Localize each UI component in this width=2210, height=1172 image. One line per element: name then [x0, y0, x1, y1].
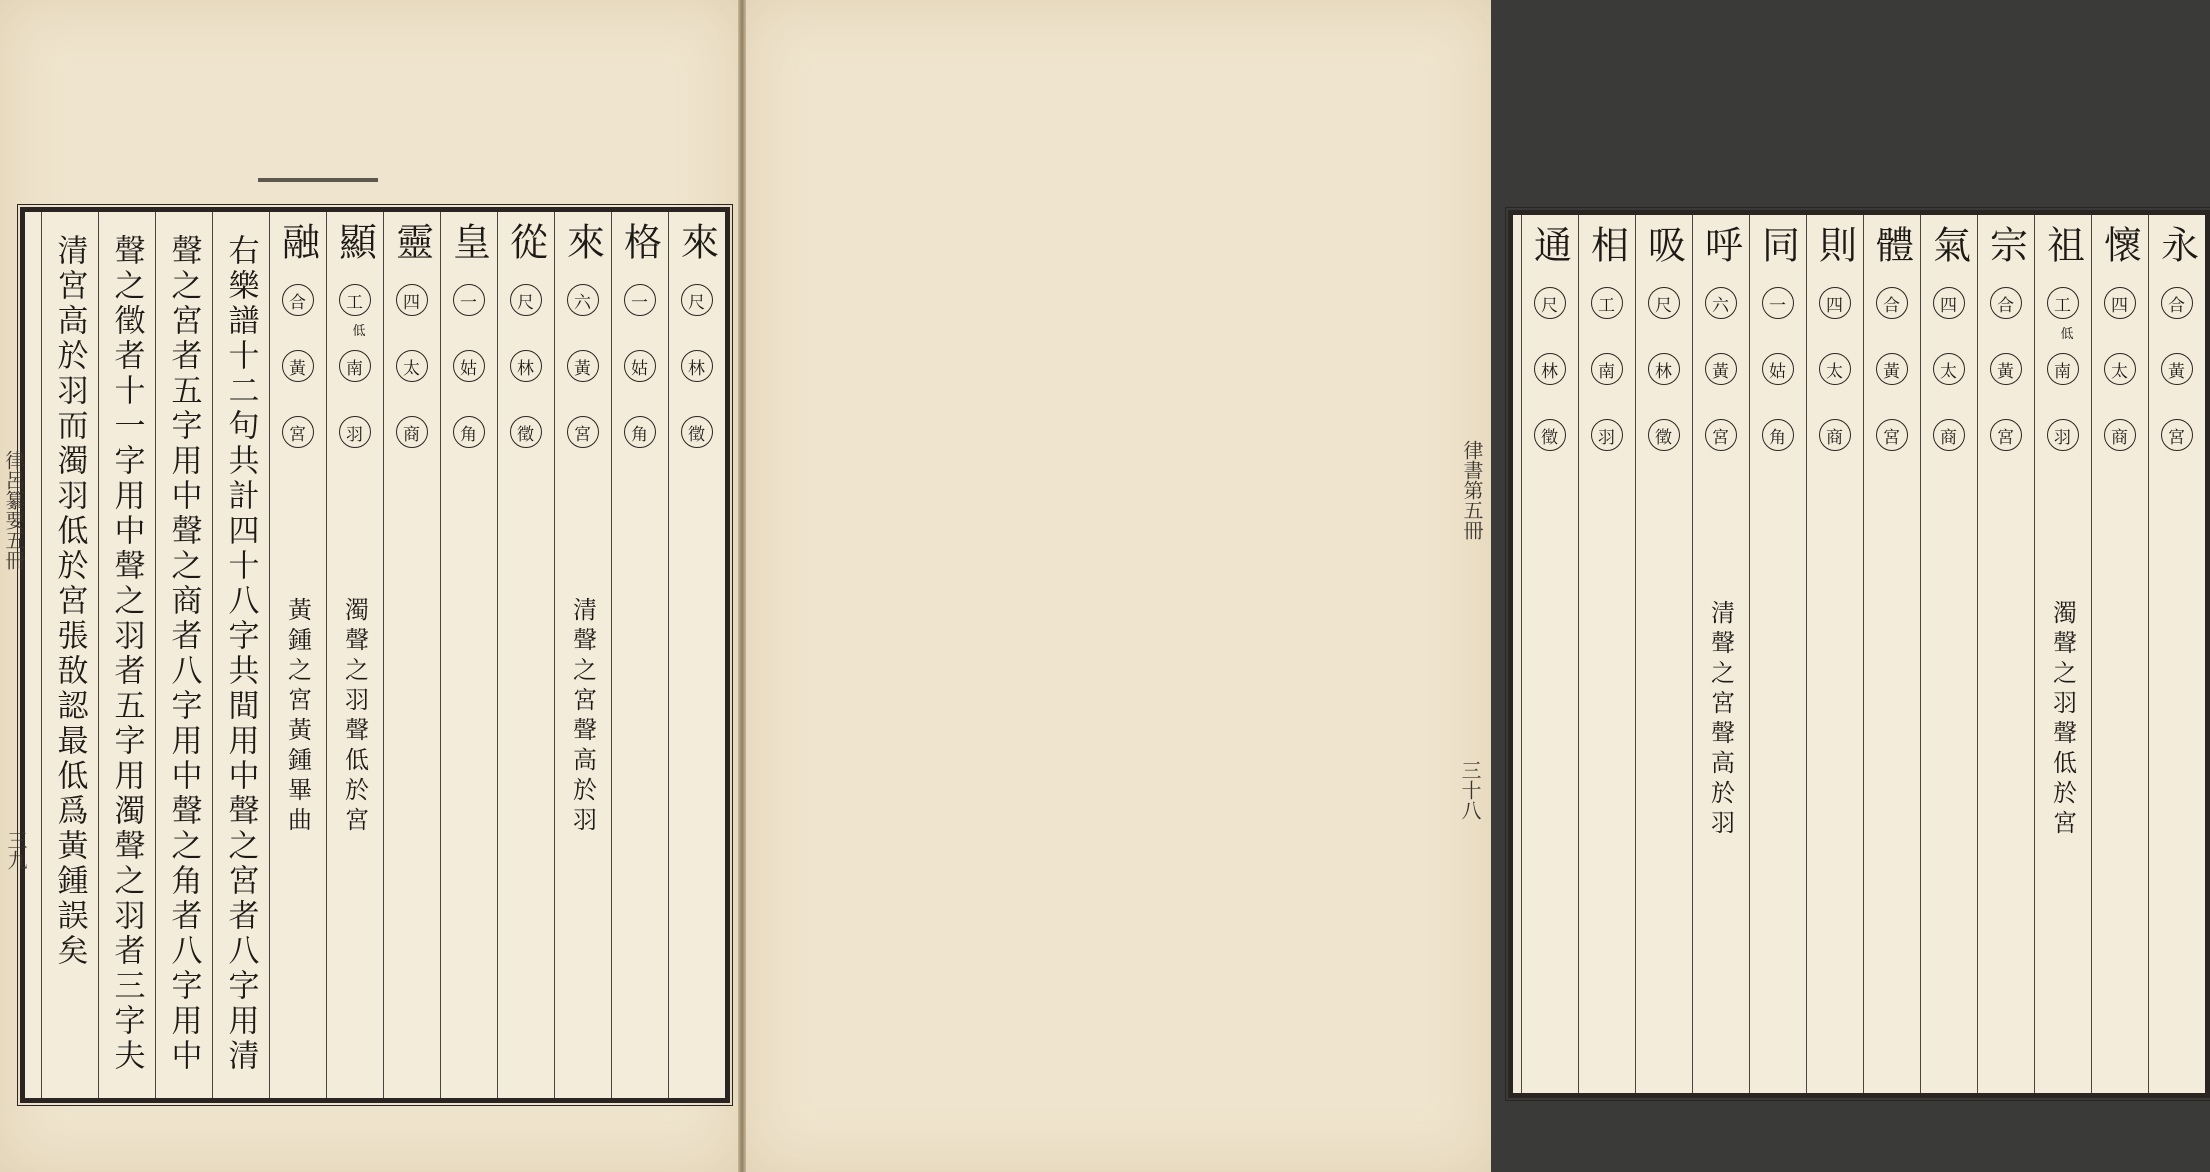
note-circle: 合 — [1990, 287, 2022, 319]
note-circle: 宮 — [282, 416, 314, 448]
lyric-character: 皇 — [446, 222, 491, 272]
note-circle: 四 — [1933, 287, 1965, 319]
right-page — [746, 0, 2199, 1172]
lyric-character: 氣 — [1926, 225, 1971, 275]
note-circle: 角 — [624, 416, 656, 448]
lyric-character: 來 — [560, 222, 605, 272]
note-circle: 宮 — [1990, 419, 2022, 451]
note-circle: 四 — [1819, 287, 1851, 319]
column-divider — [326, 212, 327, 1098]
note-circle: 太 — [1933, 353, 1965, 385]
column-divider — [1749, 215, 1750, 1093]
note-circle: 商 — [396, 416, 428, 448]
note-circle: 六 — [1705, 287, 1737, 319]
note-circle: 南 — [1591, 353, 1623, 385]
note-circle: 宮 — [1876, 419, 1908, 451]
note-circle: 合 — [2161, 287, 2193, 319]
note-circle: 林 — [681, 350, 713, 382]
lyric-character: 相 — [1584, 225, 1629, 275]
note-circle: 太 — [1819, 353, 1851, 385]
column-divider — [554, 212, 555, 1098]
lyric-character: 則 — [1812, 225, 1857, 275]
column-divider — [212, 212, 213, 1098]
note-circle: 角 — [1762, 419, 1794, 451]
note-circle: 姑 — [1762, 353, 1794, 385]
note-circle: 羽 — [1591, 419, 1623, 451]
annotation-note: 濁聲之羽聲低於宮 — [340, 597, 369, 837]
note-circle: 商 — [1933, 419, 1965, 451]
note-circle: 黃 — [1876, 353, 1908, 385]
note-circle: 太 — [396, 350, 428, 382]
note-circle: 工 — [2047, 287, 2079, 319]
column-divider — [1521, 215, 1522, 1093]
note-circle: 四 — [2104, 287, 2136, 319]
note-circle: 太 — [2104, 353, 2136, 385]
lyric-character: 呼 — [1698, 225, 1743, 275]
note-circle: 徵 — [1648, 419, 1680, 451]
note-circle: 林 — [510, 350, 542, 382]
ink-smudge — [258, 178, 378, 182]
pitch-mark: 低 — [352, 324, 366, 339]
column-divider — [2091, 215, 2092, 1093]
commentary-line: 聲之徵者十一字用中聲之羽者五字用濁聲之羽者三字夫 — [108, 234, 145, 1074]
note-circle: 商 — [2104, 419, 2136, 451]
commentary-line: 聲之宮者五字用中聲之商者八字用中聲之角者八字用中 — [165, 234, 202, 1074]
note-circle: 羽 — [339, 416, 371, 448]
commentary-line: 清宮高於羽而濁羽低於宮張敔認最低爲黃鍾誤矣 — [51, 234, 88, 969]
lyric-character: 吸 — [1641, 225, 1686, 275]
column-divider — [497, 212, 498, 1098]
left-page — [0, 0, 738, 1172]
lyric-character: 懷 — [2097, 225, 2142, 275]
lyric-character: 格 — [617, 222, 662, 272]
margin-title: 律呂纂要五冊 — [2, 450, 26, 570]
annotation-note: 清聲之宮聲高於羽 — [1706, 600, 1735, 840]
note-circle: 姑 — [624, 350, 656, 382]
lyric-character: 祖 — [2040, 225, 2085, 275]
note-circle: 尺 — [1534, 287, 1566, 319]
lyric-character: 體 — [1869, 225, 1914, 275]
left-frame — [20, 207, 730, 1103]
column-divider — [98, 212, 99, 1098]
lyric-character: 永 — [2154, 225, 2199, 275]
note-circle: 姑 — [453, 350, 485, 382]
column-divider — [1806, 215, 1807, 1093]
annotation-note: 濁聲之羽聲低於宮 — [2048, 600, 2077, 840]
commentary-line: 右樂譜十二句共計四十八字共間用中聲之宮者八字用清 — [222, 234, 259, 1074]
lyric-character: 融 — [275, 222, 320, 272]
pitch-mark: 低 — [2060, 327, 2074, 342]
lyric-character: 同 — [1755, 225, 1800, 275]
note-circle: 南 — [339, 350, 371, 382]
lyric-character: 通 — [1527, 225, 1572, 275]
column-divider — [1692, 215, 1693, 1093]
note-circle: 黃 — [2161, 353, 2193, 385]
note-circle: 六 — [567, 284, 599, 316]
note-circle: 林 — [1534, 353, 1566, 385]
note-circle: 宮 — [567, 416, 599, 448]
annotation-note: 清聲之宮聲高於羽 — [568, 597, 597, 837]
note-circle: 四 — [396, 284, 428, 316]
note-circle: 尺 — [1648, 287, 1680, 319]
column-divider — [1977, 215, 1978, 1093]
column-divider — [1578, 215, 1579, 1093]
note-circle: 黃 — [567, 350, 599, 382]
lyric-character: 顯 — [332, 222, 377, 272]
note-circle: 尺 — [510, 284, 542, 316]
folio-number: 三十八 — [1458, 760, 1482, 820]
column-divider — [440, 212, 441, 1098]
note-circle: 林 — [1648, 353, 1680, 385]
note-circle: 角 — [453, 416, 485, 448]
note-circle: 合 — [1876, 287, 1908, 319]
note-circle: 一 — [624, 284, 656, 316]
column-divider — [269, 212, 270, 1098]
note-circle: 羽 — [2047, 419, 2079, 451]
note-circle: 尺 — [681, 284, 713, 316]
column-divider — [611, 212, 612, 1098]
column-divider — [1635, 215, 1636, 1093]
note-circle: 工 — [1591, 287, 1623, 319]
column-divider — [383, 212, 384, 1098]
lyric-character: 靈 — [389, 222, 434, 272]
column-divider — [1920, 215, 1921, 1093]
note-circle: 工 — [339, 284, 371, 316]
book-spine — [738, 0, 746, 1172]
column-divider — [1863, 215, 1864, 1093]
note-circle: 徵 — [1534, 419, 1566, 451]
note-circle: 商 — [1819, 419, 1851, 451]
folio-number: 三九 — [4, 830, 28, 870]
column-divider — [41, 212, 42, 1098]
note-circle: 黃 — [1990, 353, 2022, 385]
note-circle: 合 — [282, 284, 314, 316]
column-divider — [2034, 215, 2035, 1093]
column-divider — [668, 212, 669, 1098]
note-circle: 一 — [453, 284, 485, 316]
note-circle: 黃 — [1705, 353, 1737, 385]
note-circle: 一 — [1762, 287, 1794, 319]
annotation-note: 黃鍾之宮黃鍾畢曲 — [283, 597, 312, 837]
column-divider — [155, 212, 156, 1098]
note-circle: 徵 — [681, 416, 713, 448]
lyric-character: 來 — [674, 222, 719, 272]
note-circle: 宮 — [2161, 419, 2193, 451]
lyric-character: 從 — [503, 222, 548, 272]
column-divider — [2148, 215, 2149, 1093]
right-frame — [1508, 210, 2210, 1098]
note-circle: 南 — [2047, 353, 2079, 385]
margin-title: 律書第五冊 — [1460, 440, 1484, 540]
lyric-character: 宗 — [1983, 225, 2028, 275]
note-circle: 宮 — [1705, 419, 1737, 451]
note-circle: 徵 — [510, 416, 542, 448]
note-circle: 黃 — [282, 350, 314, 382]
